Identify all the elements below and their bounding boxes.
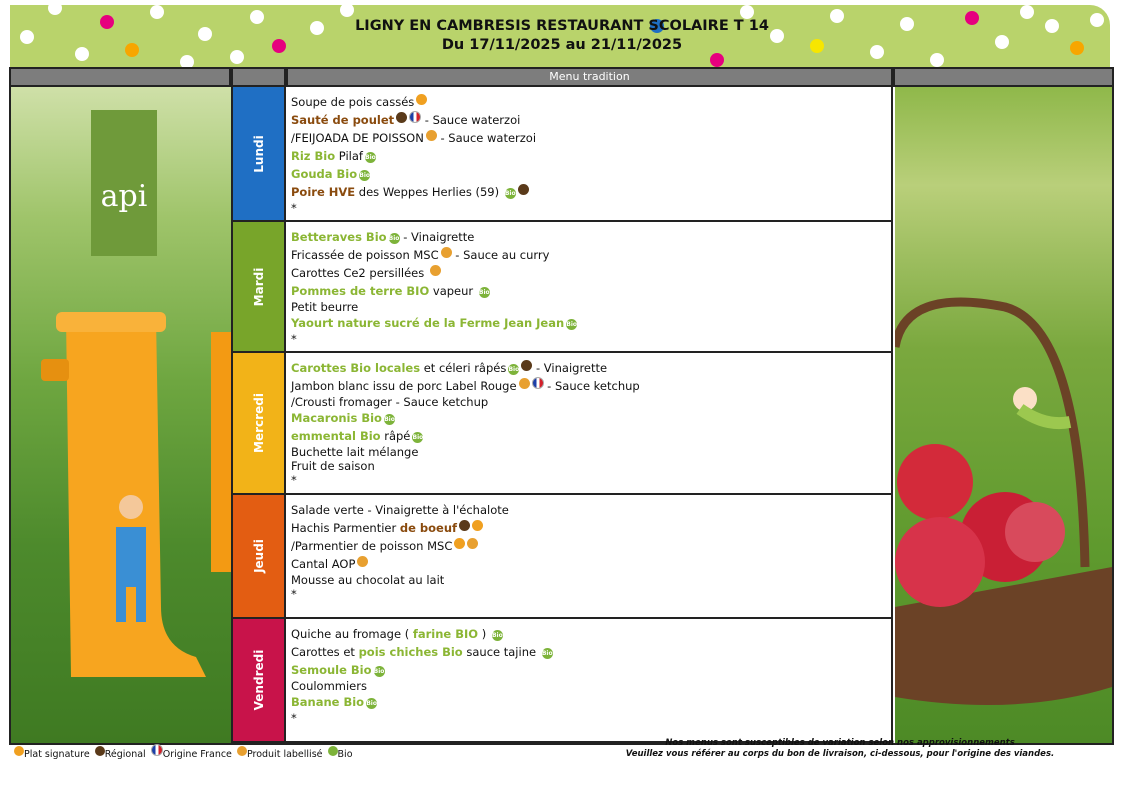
dish-text: ) [478, 627, 487, 641]
dish-text: * [291, 201, 297, 215]
dish-text: Pilaf [335, 149, 363, 163]
apple-basket-illustration [895, 87, 1112, 743]
label-icon [441, 247, 452, 258]
label-icon [357, 556, 368, 567]
menu-item [291, 625, 886, 643]
dish-text: * [291, 473, 297, 487]
dish-text: /Crousti fromager - Sauce ketchup [291, 395, 489, 409]
dish-text: Coulommiers [291, 679, 367, 693]
dish-text: Fruit de saison [291, 459, 375, 473]
dish-text: râpé [380, 429, 411, 443]
day-label-vendredi: Vendredi [251, 649, 266, 711]
dish-text: /FEIJOADA DE POISSON [291, 131, 424, 145]
sauce-text: - Sauce waterzoi [436, 131, 537, 145]
menu-item [291, 445, 886, 459]
api-logo [91, 110, 157, 256]
menu-item [291, 165, 886, 183]
menu-item [291, 537, 886, 555]
menu-item [291, 332, 886, 346]
menu-item [291, 409, 886, 427]
dish-text: Carottes Bio locales [291, 361, 421, 375]
day-label-jeudi: Jeudi [251, 539, 266, 573]
menu-column-header [286, 67, 893, 87]
sauce-text: - Sauce au curry [451, 248, 550, 262]
header-blank-day [231, 67, 286, 87]
dish-text: Banane Bio [291, 695, 365, 709]
day-mardi [231, 222, 286, 353]
legend-signature: Plat signature [24, 749, 90, 760]
dish-text: Fricassée de poisson MSC [291, 248, 439, 262]
menu-column-label: Menu tradition [549, 70, 630, 83]
bio-icon: Bio [504, 190, 516, 197]
menu-item [291, 643, 886, 661]
menu-item [291, 183, 886, 201]
legend-regional: Régional [104, 749, 146, 760]
dish-text: Hachis Parmentier [291, 521, 400, 535]
bio-icon: Bio [373, 668, 385, 675]
dish-text: Buchette lait mélange [291, 445, 419, 459]
menu-item [291, 314, 886, 332]
dish-text: * [291, 587, 297, 601]
menu-vendredi [286, 619, 893, 743]
menu-item [291, 129, 886, 147]
day-lundi [231, 87, 286, 222]
bio-icon [328, 746, 338, 756]
dish-text: Pommes de terre BIO [291, 284, 430, 298]
day-mercredi [231, 353, 286, 495]
apple-basket-photo [895, 87, 1112, 743]
menu-item [291, 228, 886, 246]
dish-text: Yaourt nature sucré de la Ferme Jean Jean [291, 316, 565, 330]
dish-text: des Weppes Herlies (59) [355, 185, 500, 199]
dish-text: * [291, 332, 297, 346]
menu-item [291, 459, 886, 473]
label-icon [519, 378, 530, 389]
legend-bio: Bio [337, 749, 353, 760]
bio-icon: Bio [412, 434, 424, 441]
sauce-text: sauce tajine [462, 645, 537, 659]
day-jeudi [231, 495, 286, 619]
bio-icon: Bio [508, 366, 520, 373]
date-range: Du 17/11/2025 au 21/11/2025 [441, 37, 683, 53]
menu-item [291, 679, 886, 693]
sauce-text: - Vinaigrette [399, 230, 475, 244]
legend [12, 744, 353, 760]
legend-france: Origine France [162, 749, 232, 760]
french-flag-icon [151, 744, 163, 756]
header-blank-right [893, 67, 1114, 87]
dish-text: Quiche au fromage ( [291, 627, 413, 641]
menu-mardi [286, 222, 893, 353]
legend-labelled: Produit labellisé [246, 749, 323, 760]
sauce-text: - Sauce ketchup [543, 379, 640, 393]
regional-icon [521, 360, 532, 371]
menu-item [291, 264, 886, 282]
menu-item [291, 282, 886, 300]
menu-item [291, 501, 886, 519]
dish-text: Sauté de poulet [291, 113, 395, 127]
menu-item [291, 587, 886, 601]
dish-text: Mousse au chocolat au lait [291, 573, 445, 587]
regional-icon [95, 746, 105, 756]
bio-icon: Bio [366, 700, 377, 707]
dish-text: Jambon blanc issu de porc Label Rouge [291, 379, 517, 393]
bio-icon: Bio [491, 632, 503, 639]
menu-item [291, 359, 886, 377]
menu-item [291, 377, 886, 395]
boots-photo [11, 87, 231, 743]
menu-item [291, 111, 886, 129]
regional-icon [518, 184, 529, 195]
regional-icon [459, 520, 470, 531]
menu-item [291, 661, 886, 679]
regional-icon [396, 112, 407, 123]
header-blank-left [9, 67, 231, 87]
dish-text: /Parmentier de poisson MSC [291, 539, 453, 553]
menu-mercredi [286, 353, 893, 495]
dish-text: et céleri râpés [420, 361, 507, 375]
dish-text: vapeur [429, 284, 474, 298]
dish-text: Gouda Bio [291, 167, 358, 181]
dish-text: farine BIO [412, 627, 479, 641]
dish-text: pois chiches Bio [358, 645, 463, 659]
label-icon [430, 265, 441, 276]
menu-item [291, 93, 886, 111]
label-icon [467, 538, 478, 549]
menu-item [291, 246, 886, 264]
day-label-mardi: Mardi [251, 267, 266, 306]
bio-icon: Bio [388, 235, 400, 242]
menu-item [291, 573, 886, 587]
bio-icon: Bio [566, 321, 578, 328]
day-label-mercredi: Mercredi [251, 393, 266, 453]
menu-item [291, 300, 886, 314]
menu-item [291, 711, 886, 725]
api-logo-text: api [100, 179, 148, 214]
dish-text: Carottes Ce2 persillées [291, 266, 425, 280]
sauce-text: - Vinaigrette [532, 361, 608, 375]
label-icon [237, 746, 247, 756]
bio-icon: Bio [365, 154, 376, 161]
dish-text: Salade verte - Vinaigrette à l'échalote [291, 503, 509, 517]
day-label-lundi: Lundi [251, 134, 266, 173]
menu-item [291, 693, 886, 711]
dish-text: Semoule Bio [291, 663, 372, 677]
page-title [0, 17, 1124, 55]
bio-icon: Bio [384, 416, 395, 423]
french-flag-icon [409, 111, 421, 123]
restaurant-title: LIGNY EN CAMBRESIS RESTAURANT SCOLAIRE T 14 [355, 18, 769, 34]
disclaimer-line2: Veuillez vous référer au corps du bon de livraison, ci-dessous, pour l'origine des viandes. [625, 749, 1055, 759]
bio-icon: Bio [541, 650, 553, 657]
signature-icon [472, 520, 483, 531]
signature-icon [416, 94, 427, 105]
bio-icon: Bio [478, 289, 490, 296]
menu-lundi [286, 87, 893, 222]
menu-item [291, 555, 886, 573]
signature-icon [14, 746, 24, 756]
dish-text: Carottes et [291, 645, 359, 659]
french-flag-icon [532, 377, 544, 389]
disclaimer [600, 738, 1080, 760]
label-icon [426, 130, 437, 141]
menu-item [291, 427, 886, 445]
dish-text: Riz Bio [291, 149, 336, 163]
dish-text: Soupe de pois cassés [291, 95, 415, 109]
day-vendredi [231, 619, 286, 743]
menu-jeudi [286, 495, 893, 619]
dish-text: Macaronis Bio [291, 411, 382, 425]
dish-text: emmental Bio [291, 429, 381, 443]
dish-text: Poire HVE [291, 185, 356, 199]
dish-text: de boeuf [399, 521, 458, 535]
bio-icon: Bio [359, 172, 371, 179]
menu-item [291, 473, 886, 487]
signature-icon [454, 538, 465, 549]
dish-text: Betteraves Bio [291, 230, 387, 244]
menu-item [291, 201, 886, 215]
menu-item [291, 147, 886, 165]
dish-text: Cantal AOP [291, 557, 356, 571]
menu-item [291, 395, 886, 409]
menu-item [291, 519, 886, 537]
sauce-text: - Sauce waterzoi [421, 113, 521, 127]
dish-text: Petit beurre [291, 300, 359, 314]
dish-text: * [291, 711, 297, 725]
disclaimer-line1: Nos menus sont susceptibles de variation selon nos approvisionnements [665, 738, 1015, 748]
